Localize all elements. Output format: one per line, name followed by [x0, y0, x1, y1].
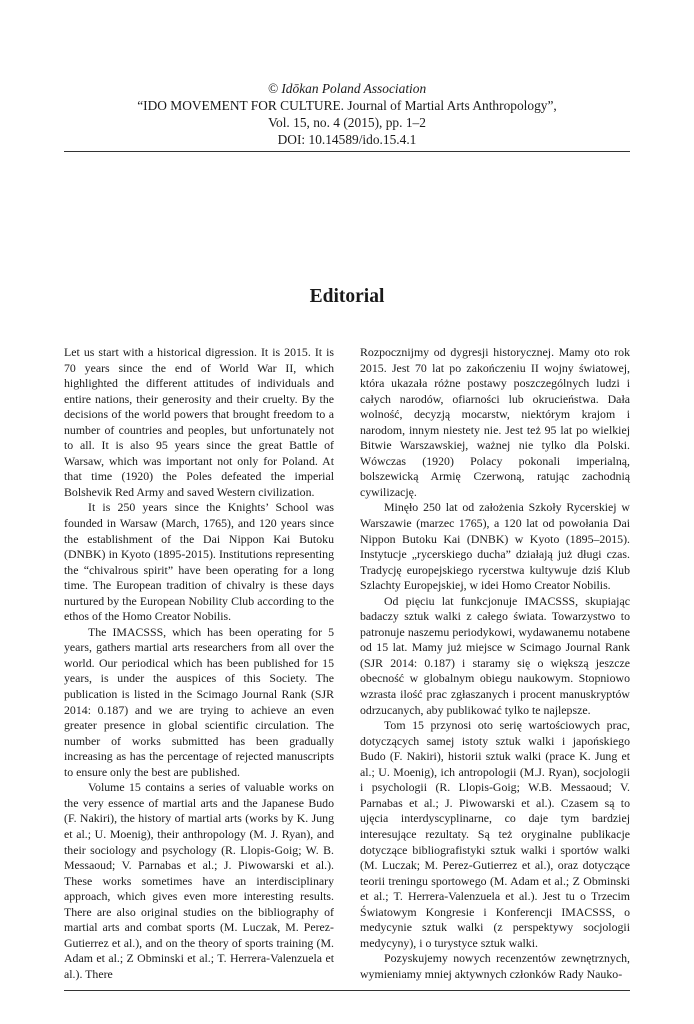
english-paragraph-2: It is 250 years since the Knights’ School was founded in Warsaw (March, 1765), and 120 years since the establishment of the Dai Nippon Kai Butoku (DNBK) in Kyoto (1895-2015). Institutions representing the “chivalrous spirit” have been operating for a long time. The European tradition of chivalry is these days nurtured by the European Nobility Club according to the ethos of the Homo Creator Nobilis. — [64, 500, 334, 624]
journal-header — [64, 80, 630, 148]
english-column — [64, 345, 334, 982]
header-divider — [64, 151, 630, 152]
polish-paragraph-5: Pozyskujemy nowych recenzentów zewnętrznych, wymieniamy mniej aktywnych członków Rady Nauko- — [360, 951, 630, 981]
journal-title: “IDO MOVEMENT FOR CULTURE. Journal of Martial Arts Anthropology”, — [137, 98, 557, 113]
english-paragraph-4: Volume 15 contains a series of valuable works on the very essence of martial arts and the Japanese Budo (F. Nakiri), the history of martial arts (works by K. Jung et al.; U. Moenig), their anthropology (M. J. Ryan), and their sociology and psychology (R. Llopis-Goig; W. B. Messaoud; V. Parnabas et al.; J. Piwowarski et al.). These works sometimes have an interdisciplinary approach, which gives even more interesting results. There are also original studies on the bibliography of martial arts and combat sports (M. Luczak, M. Perez-Gutierrez et al.), and on the theory of sports training (M. Adam et al.; Z Obminski et al.; T. Herrera-Valenzuela et al.). There — [64, 780, 334, 981]
copyright-line: © Idōkan Poland Association — [267, 81, 427, 96]
footer-divider — [64, 990, 630, 991]
english-paragraph-3: The IMACSSS, which has been operating for 5 years, gathers martial arts researchers from all over the world. Our periodical which has been published for 15 years, is under the auspices of this Society. The publication is listed in the Scimago Journal Rank (SJR 2014: 0.187) and we are trying to achieve an even greater presence in global scientific circulation. The number of works submitted has been gradually increasing as has the percentage of rejected manuscripts to ensure only the best are published. — [64, 624, 334, 779]
polish-paragraph-2: Minęło 250 lat od założenia Szkoły Rycerskiej w Warszawie (marzec 1765), a 120 lat od powołania Dai Nippon Butoku Kai (DNBK) w Kyoto (1895–2015). Instytucje „rycerskiego ducha” działają już długi czas. Tradycję europejskiego rycerstwa kultywuje dziś Klub Szlachty Europejskiej, w idei Homo Creator Nobilis. — [360, 500, 630, 593]
english-paragraph-1: Let us start with a historical digression. It is 2015. It is 70 years since the end of World War II, which highlighted the different attitudes of individuals and entire nations, their generosity and their cruelty. By the decisions of the world powers that brought freedom to a number of countries and peoples, but unfortunately not to all. It is also 95 years since the great Battle of Warsaw, which was important not only for Poland. At that time (1920) the Poles defeated the imperial Bolshevik Red Army and saved Western civilization. — [64, 345, 334, 499]
page-title: Editorial — [309, 286, 385, 307]
polish-paragraph-4: Tom 15 przynosi oto serię wartościowych prac, dotyczących samej istoty sztuk walki i japońskiego Budo (F. Nakiri), historii sztuk walki (prace K. Jung et al.; U. Moenig), ich antropologii (M.J. Ryan), socjologii i psychologii (R. Llopis-Goig; W.B. Messaoud; V. Parnabas et al.; J. Piwowarski et al.). Czasem są to ujęcia interdyscyplinarne, co daje tym bardziej interesujące rezultaty. Są też oryginalne publikacje dotyczące bibliografistyki sztuk walki i sportów walki (M. Luczak; M. Perez-Gutierrez et al.), oraz dotyczące teorii treningu sportowego (M. Adam et al.; Z Obminski et al.; T. Herrera-Valenzuela et al.). Jest tu o Trzecim Światowym Kongresie i Konferencji IMACSSS, o medycynie sztuk walki (z perspektywy socjologii medycyny), i o turystyce sztuk walki. — [360, 718, 630, 950]
volume-info: Vol. 15, no. 4 (2015), pp. 1–2 — [268, 115, 426, 130]
polish-column — [360, 345, 630, 982]
polish-paragraph-3: Od pięciu lat funkcjonuje IMACSSS, skupiając badaczy sztuk walki z całego świata. Towarzystwo to patronuje naszemu periodykowi, wydawanemu notabene od 15 lat. Mamy już miejsce w Scimago Journal Rank (SJR 2014: 0.187) i staramy się o większą jeszcze obecność w globalnym obiegu naukowym. Stopniowo wzrasta ilość prac zgłaszanych i procent manuskryptów odrzucanych, aby publikować tylko te najlepsze. — [360, 593, 630, 717]
doi: DOI: 10.14589/ido.15.4.1 — [277, 132, 417, 147]
polish-paragraph-1: Rozpocznijmy od dygresji historycznej. Mamy oto rok 2015. Jest 70 lat po zakończeniu II wojny światowej, która ukazała różne postawy poszczególnych ludzi i całych narodów, ofiarności lub okrucieństwa. Dała wolność, decyzją mocarstw, niektórym krajom i narodom, innym niestety nie. Jest też 95 lat po wielkiej Bitwie Warszawskiej, ważnej nie tylko dla Polski. Wówczas (1920) Polacy pokonali imperialną, bolszewicką Armię Czerwoną, ratując zachodnią cywilizację. — [360, 345, 630, 499]
